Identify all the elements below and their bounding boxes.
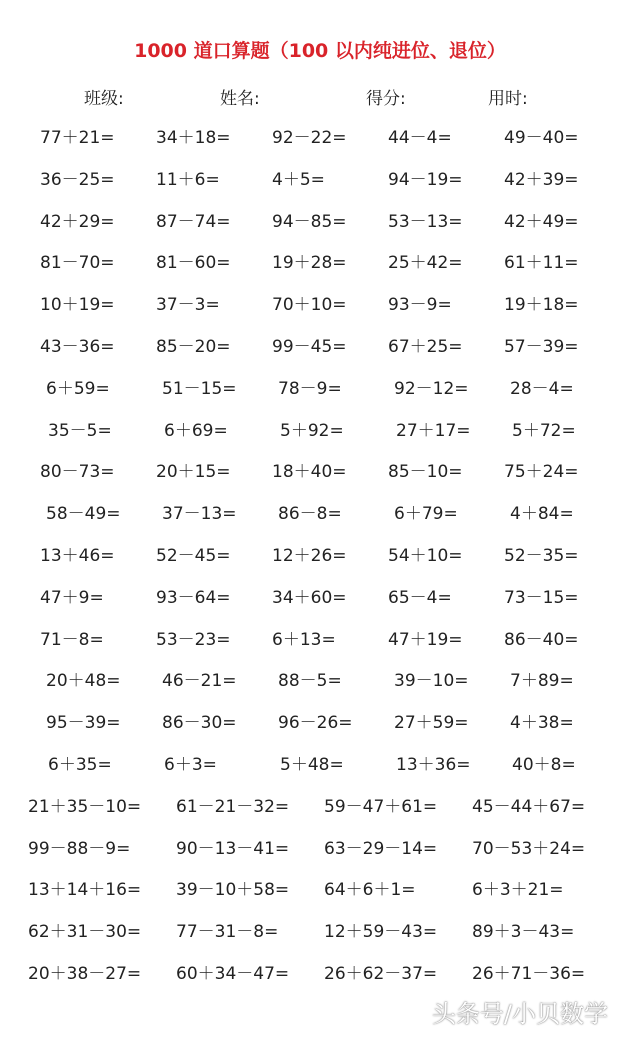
watermark: 头条号/小贝数学 xyxy=(431,1000,608,1028)
problem-item: 61－21－32= xyxy=(176,796,290,817)
problem-item: 73－15= xyxy=(504,587,579,608)
problem-item: 6＋35= xyxy=(48,754,112,775)
problem-item: 35－5= xyxy=(48,420,112,441)
problem-item: 99－45= xyxy=(272,336,347,357)
problem-item: 49－40= xyxy=(504,128,579,148)
time-label: 用时: xyxy=(488,89,528,109)
problem-item: 13＋14＋16= xyxy=(28,880,142,901)
problem-item: 63－29－14= xyxy=(324,838,438,859)
problem-item: 6＋3＋21= xyxy=(472,880,564,901)
score-label: 得分: xyxy=(366,89,406,109)
problem-item: 90－13－41= xyxy=(176,838,290,859)
problem-item: 28－4= xyxy=(510,378,574,399)
problem-item: 21＋35－10= xyxy=(28,796,142,817)
problem-row xyxy=(0,494,640,536)
problem-item: 12＋26= xyxy=(272,545,347,566)
problem-item: 47＋19= xyxy=(388,629,463,650)
problem-item: 51－15= xyxy=(162,378,237,399)
problem-row xyxy=(0,160,640,202)
problem-item: 70－53＋24= xyxy=(472,838,586,859)
problem-item: 42＋29= xyxy=(40,211,115,232)
problem-item: 86－30= xyxy=(162,713,237,734)
problem-item: 86－8= xyxy=(278,504,342,525)
problem-item: 10＋19= xyxy=(40,295,115,316)
problem-row xyxy=(0,243,640,285)
problem-row xyxy=(0,703,640,745)
problem-item: 77＋21= xyxy=(40,128,115,148)
problem-item: 67＋25= xyxy=(388,336,463,357)
problem-item: 71－8= xyxy=(40,629,104,650)
problem-item: 78－9= xyxy=(278,378,342,399)
problem-row xyxy=(0,411,640,453)
problem-item: 20＋15= xyxy=(156,462,231,483)
problem-row xyxy=(0,661,640,703)
problem-item: 20＋38－27= xyxy=(28,963,142,984)
problem-item: 34＋60= xyxy=(272,587,347,608)
problem-item: 36－25= xyxy=(40,169,115,190)
problem-row xyxy=(0,452,640,494)
name-label: 姓名: xyxy=(220,89,260,109)
problem-item: 53－23= xyxy=(156,629,231,650)
problem-item: 6＋59= xyxy=(46,378,110,399)
problem-item: 13＋46= xyxy=(40,545,115,566)
worksheet-title: 1000 道口算题（100 以内纯进位、退位） xyxy=(134,40,506,62)
problem-item: 64＋6＋1= xyxy=(324,880,416,901)
problem-item: 62＋31－30= xyxy=(28,922,142,943)
problem-item: 6＋79= xyxy=(394,504,458,525)
problem-item: 26＋71－36= xyxy=(472,963,586,984)
problem-item: 6＋3= xyxy=(164,754,217,775)
problem-item: 52－45= xyxy=(156,545,231,566)
problem-item: 96－26= xyxy=(278,713,353,734)
problem-item: 47＋9= xyxy=(40,587,104,608)
problem-item: 34＋18= xyxy=(156,128,231,148)
problem-item: 77－31－8= xyxy=(176,922,279,943)
problem-item: 26＋62－37= xyxy=(324,963,438,984)
problem-item: 11＋6= xyxy=(156,169,220,190)
problem-item: 18＋40= xyxy=(272,462,347,483)
problem-row xyxy=(0,620,640,662)
problem-item: 89＋3－43= xyxy=(472,922,575,943)
problem-item: 81－60= xyxy=(156,253,231,274)
problem-item: 40＋8= xyxy=(512,754,576,775)
problem-item: 57－39= xyxy=(504,336,579,357)
problem-item: 4＋38= xyxy=(510,713,574,734)
student-info-row xyxy=(0,84,640,108)
problem-item: 25＋42= xyxy=(388,253,463,274)
problem-item: 70＋10= xyxy=(272,295,347,316)
problem-item: 85－10= xyxy=(388,462,463,483)
problem-item: 4＋5= xyxy=(272,169,325,190)
problem-item: 27＋59= xyxy=(394,713,469,734)
problem-item: 85－20= xyxy=(156,336,231,357)
problem-item: 20＋48= xyxy=(46,671,121,692)
problem-item: 45－44＋67= xyxy=(472,796,586,817)
problem-item: 94－19= xyxy=(388,169,463,190)
problem-item: 5＋92= xyxy=(280,420,344,441)
problem-item: 75＋24= xyxy=(504,462,579,483)
problem-item: 92－12= xyxy=(394,378,469,399)
problem-item: 60＋34－47= xyxy=(176,963,290,984)
problem-row xyxy=(0,285,640,327)
problem-grid xyxy=(0,118,640,996)
problem-row xyxy=(0,327,640,369)
problem-item: 61＋11= xyxy=(504,253,579,274)
problem-item: 43－36= xyxy=(40,336,115,357)
problem-item: 81－70= xyxy=(40,253,115,274)
problem-item: 93－64= xyxy=(156,587,231,608)
problem-item: 5＋72= xyxy=(512,420,576,441)
problem-item: 92－22= xyxy=(272,128,347,148)
problem-item: 5＋48= xyxy=(280,754,344,775)
problem-item: 94－85= xyxy=(272,211,347,232)
problem-item: 46－21= xyxy=(162,671,237,692)
problem-item: 39－10＋58= xyxy=(176,880,290,901)
problem-row xyxy=(0,536,640,578)
problem-item: 54＋10= xyxy=(388,545,463,566)
problem-row xyxy=(0,202,640,244)
problem-item: 37－13= xyxy=(162,504,237,525)
problem-item: 93－9= xyxy=(388,295,452,316)
problem-item: 42＋39= xyxy=(504,169,579,190)
problem-item: 4＋84= xyxy=(510,504,574,525)
problem-item: 44－4= xyxy=(388,128,452,148)
problem-item: 59－47＋61= xyxy=(324,796,438,817)
problem-item: 52－35= xyxy=(504,545,579,566)
problem-item: 88－5= xyxy=(278,671,342,692)
problem-item: 12＋59－43= xyxy=(324,922,438,943)
problem-item: 87－74= xyxy=(156,211,231,232)
problem-row xyxy=(0,578,640,620)
problem-item: 13＋36= xyxy=(396,754,471,775)
problem-row xyxy=(0,870,640,912)
problem-row xyxy=(0,745,640,787)
problem-item: 19＋28= xyxy=(272,253,347,274)
problem-item: 6＋69= xyxy=(164,420,228,441)
problem-item: 80－73= xyxy=(40,462,115,483)
problem-row xyxy=(0,829,640,871)
problem-item: 39－10= xyxy=(394,671,469,692)
problem-row xyxy=(0,954,640,996)
problem-item: 7＋89= xyxy=(510,671,574,692)
problem-item: 65－4= xyxy=(388,587,452,608)
problem-row xyxy=(0,787,640,829)
problem-row xyxy=(0,118,640,160)
problem-item: 19＋18= xyxy=(504,295,579,316)
class-label: 班级: xyxy=(84,89,124,109)
problem-item: 58－49= xyxy=(46,504,121,525)
problem-item: 53－13= xyxy=(388,211,463,232)
problem-item: 86－40= xyxy=(504,629,579,650)
problem-item: 42＋49= xyxy=(504,211,579,232)
problem-row xyxy=(0,369,640,411)
problem-item: 37－3= xyxy=(156,295,220,316)
problem-row xyxy=(0,912,640,954)
problem-item: 27＋17= xyxy=(396,420,471,441)
problem-item: 6＋13= xyxy=(272,629,336,650)
problem-item: 99－88－9= xyxy=(28,838,131,859)
problem-item: 95－39= xyxy=(46,713,121,734)
